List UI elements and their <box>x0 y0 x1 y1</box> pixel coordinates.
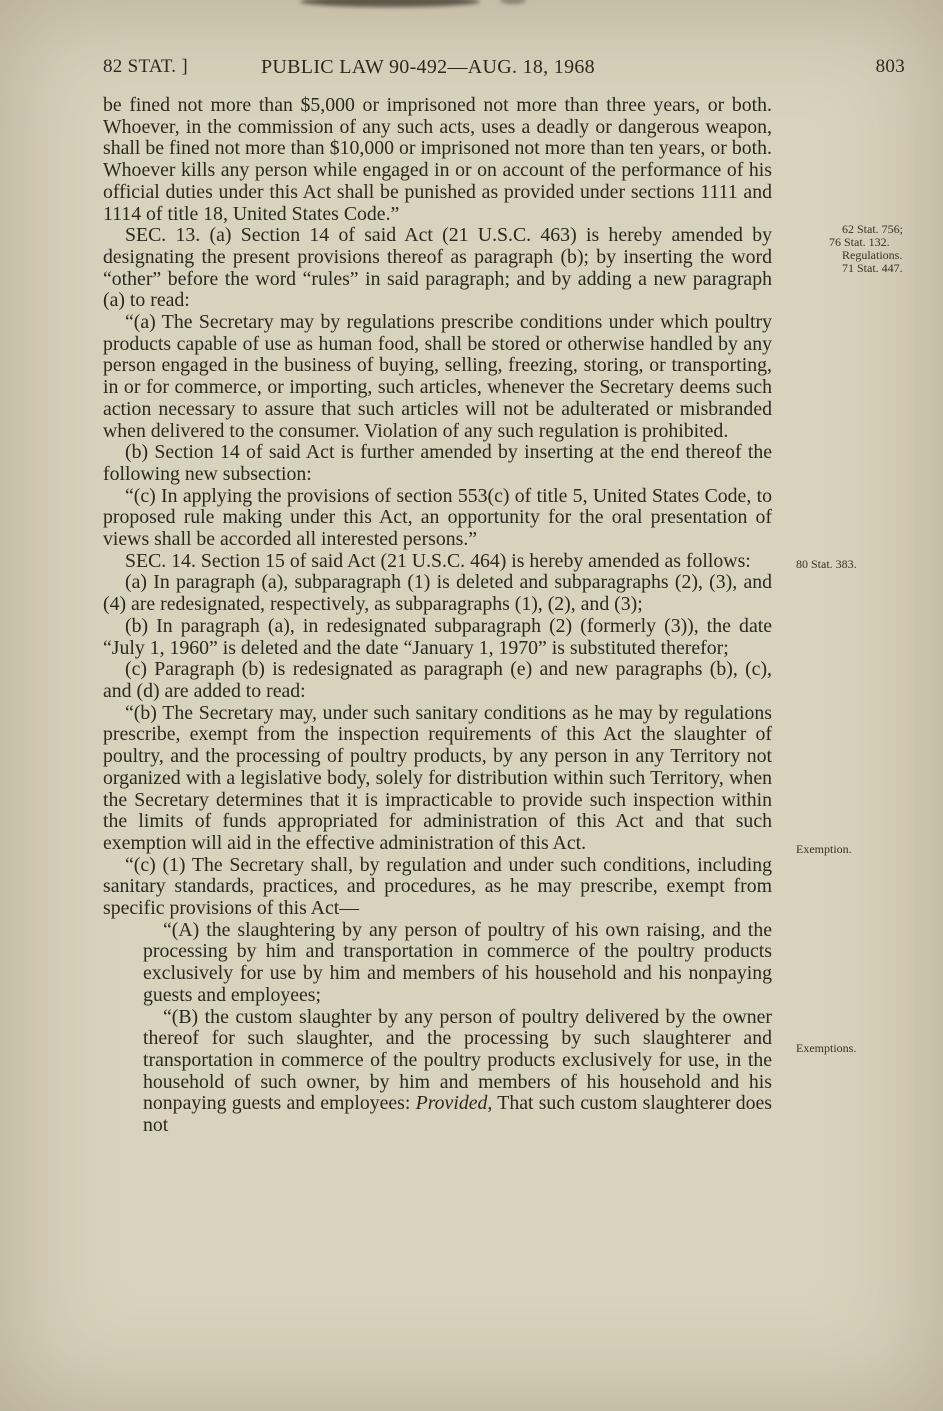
sec-14-amendment-a: (a) In paragraph (a), subparagraph (1) is deleted and subparagraphs (2), (3), and (4) are redesignated, respectively, as subparagraphs (1), (2), and (3); <box>103 571 772 616</box>
margin-note-citations <box>829 223 903 275</box>
sec-13-quoted-paragraph-a: “(a) The Secretary may by regulations prescribe conditions under which poultry products capable of use as human food, shall be stored or otherwise handled by any person engaged in the business of buying, selling, freezing, storing, or transporting, in or for commerce, or importing, such articles, whenever the Secretary deems such action necessary to assure that such articles will not be adulterated or misbranded when delivered to the consumer. Violation of any such regulation is prohibited. <box>103 311 772 442</box>
sec-14-amendment-c: (c) Paragraph (b) is redesignated as paragraph (e) and new paragraphs (b), (c), and (d) are added to read: <box>103 658 772 702</box>
margin-note-line: Exemption. <box>796 842 852 856</box>
margin-note-line: 80 Stat. 383. <box>796 557 857 571</box>
margin-note-stat-383 <box>796 558 857 571</box>
margin-note-exemption <box>796 843 852 856</box>
sec-13-subsection-b: (b) Section 14 of said Act is further amended by inserting at the end thereof the following new subsection: <box>103 441 772 485</box>
clause-b <box>143 1007 772 1137</box>
statute-text-column <box>103 95 772 1137</box>
margin-note-line: 76 Stat. 132. <box>829 235 890 249</box>
volume-label: 82 STAT. ] <box>103 56 189 77</box>
margin-note-line: 62 Stat. 756; <box>842 222 904 236</box>
sec-14-intro: SEC. 14. Section 15 of said Act (21 U.S.C. 464) is hereby amended as follows: <box>125 549 751 572</box>
clause-a: “(A) the slaughtering by any person of poultry of his own raising, and the processing by him and transportation in commerce of the poultry products exclusively for use by him and members of his household and his nonpaying guests and employees; <box>143 918 772 1006</box>
margin-note-line: Exemptions. <box>796 1041 857 1055</box>
page-number: 803 <box>875 56 905 77</box>
margin-note-exemptions <box>796 1042 856 1055</box>
clause-b-text: “(B) the custom slaughter by any person of poultry delivered by the owner thereof for such slaughter, and the processing by such slaughterer and transportation in commerce of the poultry products exclusively for use, in the household of such owner, by him and members of his household and his nonpaying guests and employees: <box>143 1005 772 1115</box>
sec-13-quoted-subsection-c: “(c) In applying the provisions of section 553(c) of title 5, United States Code, to proposed rule making under this Act, an opportunity for the oral presentation of views shall be accorded all interested persons.” <box>103 484 772 551</box>
sec-13-intro: SEC. 13. (a) Section 14 of said Act (21 U.S.C. 463) is hereby amended by designating the present provisions thereof as paragraph (b); by inserting the word “other” before the word “rules” in said paragraph; and by adding a new paragraph (a) to read: <box>103 224 772 312</box>
clause-b-text-after: That such custom slaughterer does not <box>143 1092 772 1137</box>
margin-note-line: Regulations. <box>842 248 903 262</box>
proviso-italic: Provided, <box>415 1092 493 1115</box>
sec-14-amendment-b: (b) In paragraph (a), in redesignated subparagraph (2) (formerly (3)), the date “July 1, 1960” is deleted and the date “January 1, 1970” is substituted therefor; <box>103 614 772 659</box>
scan-artifact-smudge <box>300 0 480 7</box>
sec-14-quoted-paragraph-c1: “(c) (1) The Secretary shall, by regulation and under such conditions, including sanitary standards, practices, and procedures, as he may prescribe, exempt from specific provisions of this Act— <box>103 853 772 920</box>
paragraph-continuation: be fined not more than $5,000 or imprisoned not more than three years, or both. Whoever, in the commission of any such acts, uses a deadly or dangerous weapon, shall be fined not more than $10,000 or imprisoned not more than ten years, or both. Whoever kills any person while engaged in or on account of the performance of his official duties under this Act shall be punished as provided under sections 1111 and 1114 of title 18, United States Code.” <box>103 94 772 225</box>
sec-14-quoted-paragraph-b: “(b) The Secretary may, under such sanitary conditions as he may by regulations prescribe, exempt from the inspection requirements of this Act the slaughter of poultry, and the processing of poultry products, by any person in any Territory not organized with a legislative body, solely for distribution within such Territory, when the Secretary determines that it is impracticable to provide such inspection within the limits of funds appropriated for administration of this Act and that such exemption will aid in the effective administration of this Act. <box>103 701 772 854</box>
scan-artifact-smudge-small <box>500 0 526 4</box>
law-title: PUBLIC LAW 90-492—AUG. 18, 1968 <box>261 56 595 78</box>
margin-note-line: 71 Stat. 447. <box>842 261 903 275</box>
